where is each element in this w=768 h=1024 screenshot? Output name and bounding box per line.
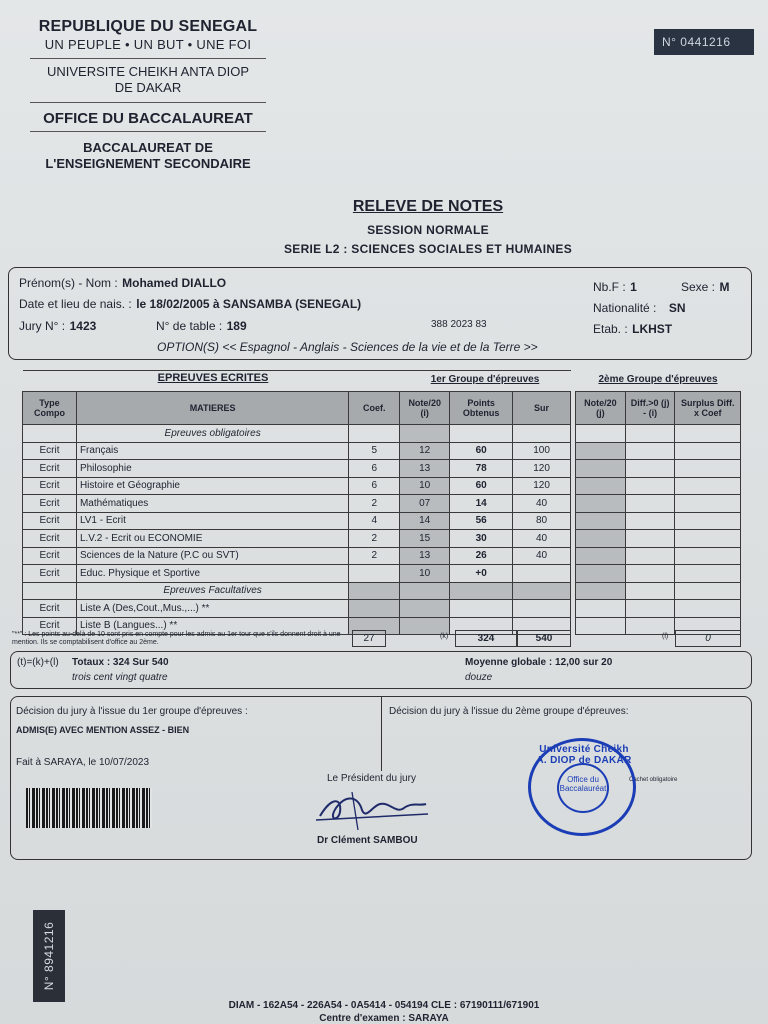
side-serial-badge: N° 8941216 — [33, 910, 65, 1002]
document-title: RELEVE DE NOTES — [352, 198, 504, 215]
divider — [30, 102, 266, 103]
group2-row — [576, 530, 741, 548]
section-obligatoires: Epreuves obligatoires — [23, 425, 571, 443]
group2-row — [576, 477, 741, 495]
average-value: Moyenne globale : 12,00 sur 20 — [465, 657, 613, 668]
footnote: "**" : Les points au-delà de 10 sont pris en compte pour les admis au 1er tour que s'ils donnent droit à une mention. Ils se comptabilisent d'office au 2ème. — [12, 631, 341, 646]
g1-decision-label: Décision du jury à l'issue du 1er groupe d'épreuves : — [16, 706, 248, 717]
fait-a: Fait à SARAYA, le 10/07/2023 — [16, 757, 150, 768]
divider — [30, 131, 266, 132]
average-words: douze — [465, 672, 493, 683]
grade-row: Ecrit Histoire et Géographie 6 10 60 120 — [23, 477, 571, 495]
sexe-line: Sexe : M — [681, 280, 730, 294]
grade-row: Ecrit Sciences de la Nature (P.C ou SVT) 2 13 26 40 — [23, 547, 571, 565]
grades-table: Type Compo MATIERES Coef. Note/20 (i) Points Obtenus Sur Epreuves obligatoires Ecrit Français 5 12 60 100 Ecrit Philosophie 6 13 78 120 Ecrit Histoire et Géographie 6 10 60 120 Ecrit Mathématiques 2 07 14 40 Ecrit LV1 - Ecrit 4 14 56 80 Ecrit L.V.2 - Ecrit ou ECONOMIE 2 15 30 40 Ecrit Sciences de la Nature (P.C ou SVT) 2 13 26 40 Ecrit Educ. Physique et Sportive 10 +0 Epreuves Facultatives Ecrit Liste A (Des,Cout.,Mus.,...) ** Ecrit Liste B (Langues...) ** — [22, 370, 571, 635]
diam-codes: DIAM - 162A54 - 226A54 - 0A5414 - 054194 CLE : 67190111/671901 — [228, 1000, 540, 1011]
birth-info: le 18/02/2005 à SANSAMBA (SENEGAL) — [136, 297, 362, 311]
optional-row: Ecrit Liste B (Langues...) ** — [23, 617, 571, 635]
table-line: N° de table : 189 — [156, 319, 247, 333]
candidate-name: Mohamed DIALLO — [122, 276, 227, 290]
totals-formula: (t)=(k)+(l) — [17, 657, 59, 668]
group2-row — [576, 547, 741, 565]
group1-heading: 1er Groupe d'épreuves — [430, 374, 540, 385]
totals-box — [10, 651, 752, 689]
group2-row — [576, 600, 741, 618]
cachet-label: Cachet obligatoire — [629, 777, 678, 783]
section-facultatives: Epreuves Facultatives — [23, 582, 571, 600]
l-label: (l) — [662, 633, 669, 640]
total-coef: 27 — [352, 630, 386, 647]
group2-row — [576, 460, 741, 478]
group2-table: Note/20 (j) Diff.>0 (j) - (i) Surplus Diff. x Coef — [575, 391, 741, 635]
grade-row: Ecrit Mathématiques 2 07 14 40 — [23, 495, 571, 513]
university-name: UNIVERSITE CHEIKH ANTA DIOP DE DAKAR — [46, 64, 250, 95]
etab-line: Etab. : LKHST — [593, 322, 673, 336]
national-motto: UN PEUPLE • UN BUT • UNE FOI — [44, 37, 252, 52]
totals-words: trois cent vingt quatre — [72, 672, 168, 683]
g2-decision-label: Décision du jury à l'issue du 2ème groupe d'épreuves: — [389, 706, 629, 717]
birth-line: Date et lieu de nais. : le 18/02/2005 à SANSAMBA (SENEGAL) — [19, 297, 362, 311]
nationality-line: Nationalité : SN — [593, 301, 686, 315]
president-name: Dr Clément SAMBOU — [317, 835, 418, 846]
optional-row: Ecrit Liste A (Des,Cout.,Mus.,...) ** — [23, 600, 571, 618]
jury-line: Jury N° : 1423 — [19, 319, 97, 333]
group2-row — [576, 442, 741, 460]
barcode — [26, 788, 152, 828]
office-name: OFFICE DU BACCALAUREAT — [43, 110, 253, 127]
written-exams-heading: EPREUVES ECRITES — [157, 372, 269, 384]
total-sur: 540 — [517, 630, 571, 647]
session-label: SESSION NORMALE — [367, 223, 489, 237]
group2-row — [576, 425, 741, 443]
group2-row — [576, 512, 741, 530]
options-line: OPTION(S) << Espagnol - Anglais - Sciences de la vie et de la Terre >> — [157, 340, 538, 354]
decision-divider — [381, 697, 382, 771]
exam-centre: Centre d'examen : SARAYA — [319, 1013, 449, 1024]
grade-row: Ecrit L.V.2 - Ecrit ou ECONOMIE 2 15 30 40 — [23, 530, 571, 548]
nbf-line: Nb.F : 1 — [593, 280, 637, 294]
candidate-code: 388 2023 83 — [431, 319, 487, 330]
grade-row: Ecrit Educ. Physique et Sportive 10 +0 — [23, 565, 571, 583]
grade-row: Ecrit LV1 - Ecrit 4 14 56 80 — [23, 512, 571, 530]
group2-row — [576, 582, 741, 600]
president-label: Le Président du jury — [327, 773, 416, 784]
university-stamp: Université Cheikh A. DIOP de DAKAR Office du Baccalauréat — [528, 738, 636, 836]
serie-label: SERIE L2 : SCIENCES SOCIALES ET HUMAINES — [283, 242, 573, 256]
grade-row: Ecrit Philosophie 6 13 78 120 — [23, 460, 571, 478]
republique-heading: REPUBLIQUE DU SENEGAL — [38, 18, 258, 35]
totals-value: Totaux : 324 Sur 540 — [72, 657, 169, 668]
serial-number-badge: N° 0441216 — [654, 29, 754, 55]
g1-decision-value: ADMIS(E) AVEC MENTION ASSEZ - BIEN — [16, 725, 190, 735]
k-label: (k) — [440, 633, 449, 640]
total-points: 324 — [455, 630, 517, 647]
signature — [312, 786, 432, 836]
candidate-info-box — [8, 267, 752, 360]
bac-name: BACCALAUREAT DE L'ENSEIGNEMENT SECONDAIRE — [45, 140, 251, 171]
divider — [30, 58, 266, 59]
total-surplus: 0 — [675, 630, 741, 647]
group2-heading: 2ème Groupe d'épreuves — [598, 374, 718, 385]
name-line: Prénom(s) - Nom : Mohamed DIALLO — [19, 276, 227, 290]
group2-row — [576, 495, 741, 513]
group2-row — [576, 565, 741, 583]
grade-row: Ecrit Français 5 12 60 100 — [23, 442, 571, 460]
